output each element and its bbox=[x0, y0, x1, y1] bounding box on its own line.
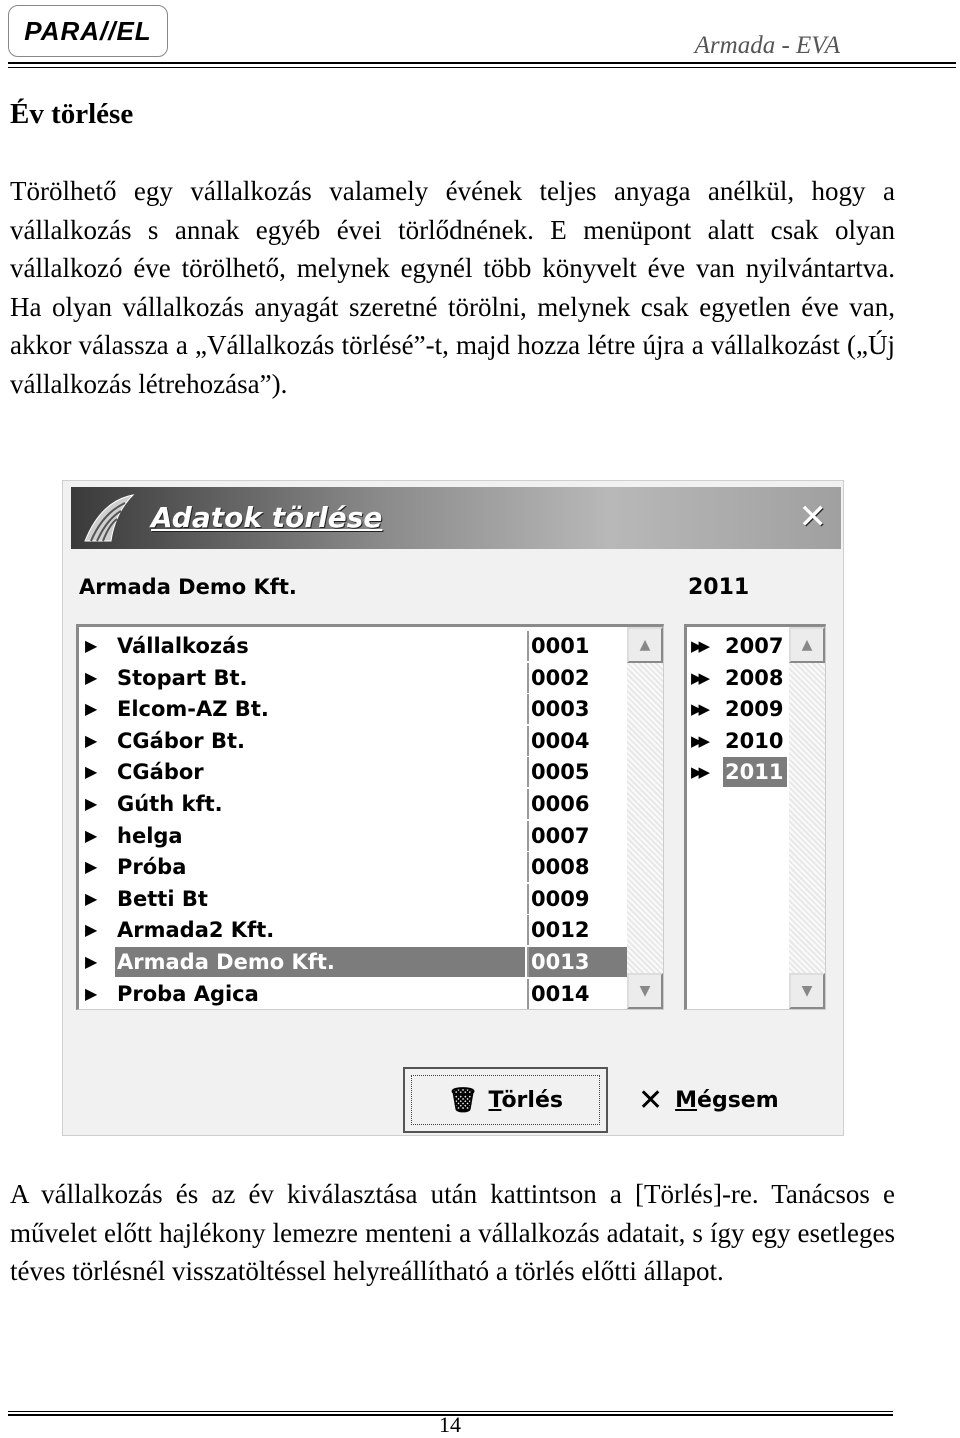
year-list-scrollbar[interactable] bbox=[789, 627, 825, 1009]
year-value: 2008 bbox=[725, 665, 784, 690]
delete-data-dialog bbox=[62, 480, 844, 1136]
company-code: 0006 bbox=[527, 789, 631, 819]
year-list-row[interactable] bbox=[687, 757, 791, 787]
scroll-up-icon[interactable]: ▲ bbox=[789, 627, 825, 663]
company-code: 0004 bbox=[527, 726, 631, 756]
scroll-down-icon[interactable]: ▼ bbox=[627, 973, 663, 1009]
company-code: 0013 bbox=[527, 947, 631, 977]
company-code: 0002 bbox=[527, 663, 631, 693]
row-arrow-icon: ▶ bbox=[85, 699, 98, 719]
company-name: Armada Demo Kft. bbox=[115, 947, 525, 977]
dialog-titlebar bbox=[71, 487, 841, 549]
scroll-up-icon[interactable]: ▲ bbox=[627, 627, 663, 663]
company-name: CGábor Bt. bbox=[117, 728, 245, 753]
company-code: 0012 bbox=[527, 915, 631, 945]
outro-paragraph: A vállalkozás és az év kiválasztása után kattintson a [Törlés]-re. Tanácsos e művelet előtt hajlékony lemezre menteni a vállalkozás adatait, s így egy esetleges téves törlésnél visszatöltéssel helyreállítható a törlés előtti állapot. bbox=[10, 1179, 895, 1286]
company-name: Elcom-AZ Bt. bbox=[117, 697, 269, 722]
header-divider bbox=[8, 62, 956, 64]
company-name: Gúth kft. bbox=[117, 792, 223, 816]
selected-company-label: Armada Demo Kft. bbox=[79, 575, 297, 599]
double-arrow-icon: ▶▶ bbox=[691, 637, 707, 655]
company-name: Vállalkozás bbox=[117, 634, 249, 658]
company-code: 0003 bbox=[527, 694, 631, 724]
year-list-row[interactable] bbox=[687, 726, 791, 756]
row-arrow-icon: ▶ bbox=[85, 794, 98, 813]
company-name: Betti Bt bbox=[117, 886, 208, 911]
row-arrow-icon: ▶ bbox=[85, 920, 98, 940]
company-code: 0007 bbox=[527, 821, 631, 851]
company-code: 0014 bbox=[527, 979, 631, 1009]
year-value: 2007 bbox=[725, 634, 784, 658]
scroll-down-icon[interactable]: ▼ bbox=[789, 973, 825, 1009]
company-list-row[interactable] bbox=[79, 694, 629, 724]
row-arrow-icon: ▶ bbox=[85, 762, 98, 782]
company-code: 0008 bbox=[527, 852, 631, 882]
company-list-row[interactable] bbox=[79, 663, 629, 693]
header-title: Armada - EVA bbox=[694, 32, 840, 59]
company-code: 0005 bbox=[527, 757, 631, 787]
year-value: 2010 bbox=[725, 728, 784, 753]
company-list-row[interactable] bbox=[79, 726, 629, 756]
cancel-button-label: Mégsem bbox=[675, 1087, 779, 1113]
company-list-row[interactable] bbox=[79, 979, 629, 1009]
double-arrow-icon: ▶▶ bbox=[691, 668, 707, 687]
page-number: 14 bbox=[439, 1412, 461, 1437]
company-list-row[interactable] bbox=[79, 789, 629, 819]
focus-ring bbox=[411, 1075, 600, 1125]
company-list-scrollbar[interactable] bbox=[627, 627, 663, 1009]
company-code: 0001 bbox=[527, 631, 631, 661]
double-arrow-icon: ▶▶ bbox=[691, 731, 707, 750]
year-list[interactable] bbox=[684, 624, 826, 1010]
row-arrow-icon: ▶ bbox=[85, 667, 98, 687]
company-list-row[interactable] bbox=[79, 757, 629, 787]
delete-button[interactable] bbox=[403, 1067, 608, 1133]
section-title: Év törlése bbox=[10, 98, 134, 130]
company-name: Proba Agica bbox=[117, 981, 259, 1006]
header-divider-thin bbox=[8, 67, 956, 68]
year-value: 2011 bbox=[723, 757, 787, 787]
company-name: Armada2 Kft. bbox=[117, 918, 275, 943]
year-value: 2009 bbox=[725, 697, 784, 722]
cancel-button[interactable] bbox=[638, 1073, 808, 1127]
company-list-row[interactable] bbox=[79, 884, 629, 914]
company-list[interactable] bbox=[76, 624, 664, 1010]
cancel-x-icon: ✕ bbox=[638, 1082, 664, 1118]
selected-year-label: 2011 bbox=[688, 575, 750, 600]
row-arrow-icon: ▶ bbox=[85, 952, 98, 971]
company-list-row[interactable] bbox=[79, 821, 629, 851]
year-list-row[interactable] bbox=[687, 694, 791, 724]
double-arrow-icon: ▶▶ bbox=[691, 700, 707, 719]
double-arrow-icon: ▶▶ bbox=[691, 763, 707, 782]
delete-button-label: Törlés bbox=[488, 1087, 563, 1113]
close-icon[interactable]: ✕ bbox=[798, 497, 827, 537]
company-list-row[interactable] bbox=[79, 915, 629, 945]
dialog-title: Adatok törlése bbox=[151, 501, 383, 534]
row-arrow-icon: ▶ bbox=[85, 825, 98, 845]
armada-sail-icon bbox=[81, 491, 137, 545]
row-arrow-icon: ▶ bbox=[85, 730, 98, 750]
company-name: helga bbox=[117, 823, 183, 848]
company-name: Stopart Bt. bbox=[117, 665, 248, 690]
year-list-row[interactable] bbox=[687, 663, 791, 693]
parallel-logo bbox=[8, 5, 168, 57]
year-list-row[interactable] bbox=[687, 631, 791, 661]
row-arrow-icon: ▶ bbox=[85, 857, 98, 877]
row-arrow-icon: ▶ bbox=[85, 983, 98, 1003]
company-list-row[interactable] bbox=[79, 852, 629, 882]
logo-text: PARA//EL bbox=[24, 15, 152, 46]
company-name: CGábor bbox=[117, 760, 204, 785]
company-list-row[interactable] bbox=[79, 631, 629, 661]
intro-paragraph: Törölhető egy vállalkozás valamely évének teljes anyaga anélkül, hogy a vállalkozás s annak egyéb évei törlődnének. E menüpont alatt csak olyan vállalkozó éve törölhető, melynek egynél több könyvelt éve van nyilvántartva. Ha olyan vállalkozás anyagát szeretné törölni, melynek csak egyetlen éve van, akkor válassza a „Vállalkozás törlésé”-t, majd hozza létre újra a vállalkozást („Új vállalkozás létrehozása”). bbox=[10, 176, 895, 399]
company-name: Próba bbox=[117, 855, 187, 880]
company-list-row[interactable] bbox=[79, 947, 629, 977]
company-code: 0009 bbox=[527, 884, 631, 914]
delete-document-icon: 🗑 bbox=[448, 1086, 479, 1114]
row-arrow-icon: ▶ bbox=[85, 636, 98, 655]
row-arrow-icon: ▶ bbox=[85, 888, 98, 908]
